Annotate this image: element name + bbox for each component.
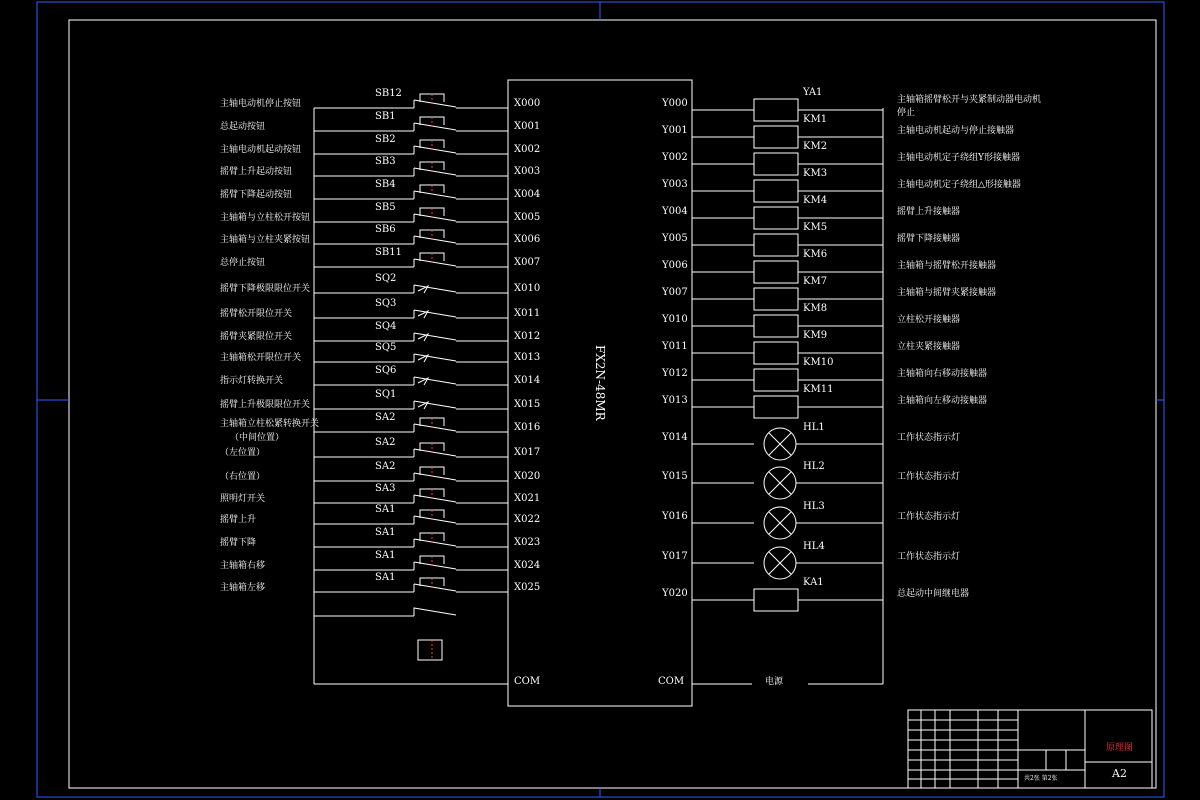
output-row bbox=[661, 276, 996, 310]
input-description: 摇臂下降 bbox=[220, 538, 257, 548]
input-row bbox=[220, 572, 540, 593]
input-description: 摇臂下降起动按钮 bbox=[220, 190, 293, 200]
output-terminal-label: Y003 bbox=[662, 179, 688, 190]
output-description: 主轴箱与摇臂松开接触器 bbox=[897, 261, 997, 271]
input-device-tag: SQ1 bbox=[375, 389, 397, 400]
input-terminal-label: X015 bbox=[514, 399, 541, 410]
input-terminal-label: X022 bbox=[514, 514, 541, 525]
input-description: 主轴电动机停止按钮 bbox=[220, 99, 302, 109]
output-device-tag: KM8 bbox=[803, 303, 828, 314]
input-row bbox=[220, 365, 540, 386]
input-row bbox=[220, 179, 540, 200]
input-description: 摇臂上升起动按钮 bbox=[220, 167, 293, 177]
input-description: 总停止按钮 bbox=[220, 258, 266, 268]
input-row bbox=[220, 202, 540, 223]
output-row bbox=[661, 114, 1014, 148]
output-terminal-label: Y013 bbox=[662, 395, 688, 406]
output-description: 工作状态指示灯 bbox=[897, 552, 961, 562]
output-row bbox=[661, 168, 1021, 202]
output-description: 摇臂上升接触器 bbox=[897, 207, 961, 217]
output-row bbox=[661, 501, 960, 539]
output-device-tag: KM9 bbox=[803, 330, 828, 341]
input-row bbox=[220, 247, 540, 268]
output-description: 主轴箱摇臂松开与夹紧制动器电动机 bbox=[897, 95, 1042, 105]
input-terminal-label: X010 bbox=[514, 283, 541, 294]
input-description: 主轴箱松开限位开关 bbox=[220, 353, 302, 363]
output-description-line2: 停止 bbox=[897, 108, 916, 118]
input-row bbox=[220, 504, 540, 525]
output-device-tag: KA1 bbox=[803, 577, 824, 588]
input-terminal-label: X003 bbox=[514, 166, 541, 177]
output-description: 工作状态指示灯 bbox=[897, 472, 961, 482]
output-device-tag: KM4 bbox=[803, 195, 828, 206]
input-device-tag: SQ6 bbox=[375, 365, 397, 376]
input-device-tag: SA1 bbox=[375, 527, 396, 538]
input-terminal-label: X005 bbox=[514, 212, 541, 223]
output-description: 工作状态指示灯 bbox=[897, 433, 961, 443]
input-device-tag: SA1 bbox=[375, 504, 396, 515]
output-terminal-label: Y005 bbox=[662, 233, 688, 244]
output-terminal-label: Y004 bbox=[662, 206, 688, 217]
input-description: 主轴箱立柱松紧转换开关 bbox=[220, 419, 320, 429]
output-description: 主轴电动机起动与停止接触器 bbox=[897, 126, 1015, 136]
input-terminal-label: X013 bbox=[514, 352, 541, 363]
output-row bbox=[661, 461, 960, 499]
output-row bbox=[661, 384, 987, 418]
input-row bbox=[220, 321, 540, 342]
input-description: 摇臂夹紧限位开关 bbox=[220, 332, 293, 342]
plc-model-label: FX2N-48MR bbox=[593, 345, 607, 421]
input-description: 主轴箱左移 bbox=[220, 583, 266, 593]
input-description: 摇臂下降极限限位开关 bbox=[220, 284, 311, 294]
output-description: 立柱夹紧接触器 bbox=[897, 342, 961, 352]
output-terminal-label: Y006 bbox=[662, 260, 688, 271]
output-device-tag: HL1 bbox=[803, 422, 825, 433]
input-terminal-label: X012 bbox=[514, 331, 541, 342]
input-description: 指示灯转换开关 bbox=[220, 376, 284, 386]
input-device-tag: SB1 bbox=[375, 111, 396, 122]
coil-icon bbox=[754, 207, 798, 229]
output-device-tag: KM1 bbox=[803, 114, 828, 125]
sheet-size: A2 bbox=[1112, 767, 1127, 780]
coil-icon bbox=[754, 288, 798, 310]
output-description: 主轴电动机定子绕组Y形接触器 bbox=[897, 153, 1020, 163]
input-terminal-label: X017 bbox=[514, 447, 541, 458]
input-description-line2: （中间位置） bbox=[230, 433, 285, 443]
input-terminal-label: X016 bbox=[514, 422, 541, 433]
limit-switch-actuator bbox=[418, 286, 428, 293]
output-com-label: COM bbox=[658, 676, 685, 687]
input-row bbox=[220, 273, 540, 294]
coil-icon bbox=[754, 369, 798, 391]
output-terminal-label: Y012 bbox=[662, 368, 688, 379]
input-device-tag: SA2 bbox=[375, 412, 396, 423]
sheet-info: 共2张 第2张 bbox=[1024, 775, 1058, 782]
input-device-tag: SA1 bbox=[375, 572, 396, 583]
limit-switch-actuator bbox=[418, 311, 428, 318]
input-description: 摇臂松开限位开关 bbox=[220, 309, 293, 319]
input-description: 主轴箱右移 bbox=[220, 561, 266, 571]
coil-icon bbox=[754, 261, 798, 283]
output-device-tag: HL2 bbox=[803, 461, 825, 472]
input-row bbox=[220, 461, 540, 482]
input-description: 主轴电动机起动按钮 bbox=[220, 145, 302, 155]
switch-contact bbox=[414, 285, 456, 292]
output-terminal-label: Y011 bbox=[662, 341, 688, 352]
output-row bbox=[661, 541, 960, 579]
output-description: 主轴箱向左移动接触器 bbox=[897, 396, 988, 406]
output-description: 立柱松开接触器 bbox=[897, 315, 961, 325]
input-description: 摇臂上升 bbox=[220, 515, 257, 525]
output-terminal-label: Y014 bbox=[662, 432, 688, 443]
input-device-tag: SQ5 bbox=[375, 342, 397, 353]
input-description: 摇臂上升极限限位开关 bbox=[220, 400, 311, 410]
input-row bbox=[220, 550, 540, 571]
input-device-tag: SB6 bbox=[375, 224, 396, 235]
output-device-tag: KM7 bbox=[803, 276, 828, 287]
output-description: 工作状态指示灯 bbox=[897, 512, 961, 522]
input-terminal-label: X020 bbox=[514, 471, 541, 482]
output-description: 主轴箱向右移动接触器 bbox=[897, 369, 988, 379]
input-row bbox=[220, 88, 540, 109]
limit-switch-actuator bbox=[418, 378, 428, 385]
limit-switch-actuator bbox=[418, 355, 428, 362]
input-row bbox=[220, 298, 540, 319]
coil-icon bbox=[754, 180, 798, 202]
input-device-tag: SQ2 bbox=[375, 273, 397, 284]
input-terminal-label: X001 bbox=[514, 121, 541, 132]
output-row bbox=[661, 249, 996, 283]
output-description: 摇臂下降接触器 bbox=[897, 234, 961, 244]
coil-icon bbox=[754, 315, 798, 337]
input-device-tag: SA3 bbox=[375, 483, 396, 494]
input-com-label: COM bbox=[514, 676, 541, 687]
input-terminal-label: X000 bbox=[514, 98, 541, 109]
output-row bbox=[661, 87, 1041, 121]
input-terminal-label: X025 bbox=[514, 582, 541, 593]
input-description: 总起动按钮 bbox=[220, 122, 266, 132]
input-terminal-label: X006 bbox=[514, 234, 541, 245]
input-row bbox=[220, 527, 540, 548]
power-label: 电源 bbox=[765, 677, 784, 687]
input-description: 主轴箱与立柱松开按钮 bbox=[220, 213, 311, 223]
output-row bbox=[661, 577, 969, 611]
input-device-tag: SQ3 bbox=[375, 298, 397, 309]
input-device-tag: SA2 bbox=[375, 437, 396, 448]
input-device-tag: SB12 bbox=[375, 88, 402, 99]
input-description: （左位置） bbox=[220, 448, 266, 458]
output-device-tag: KM11 bbox=[803, 384, 834, 395]
coil-icon bbox=[754, 153, 798, 175]
limit-switch-actuator bbox=[418, 334, 428, 341]
input-terminal-label: X021 bbox=[514, 493, 541, 504]
output-terminal-label: Y016 bbox=[662, 511, 688, 522]
coil-icon bbox=[754, 126, 798, 148]
output-terminal-label: Y007 bbox=[662, 287, 688, 298]
output-device-tag: YA1 bbox=[803, 87, 823, 98]
input-terminal-label: X007 bbox=[514, 257, 541, 268]
input-row bbox=[220, 389, 540, 410]
output-terminal-label: Y020 bbox=[662, 588, 688, 599]
input-terminal-label: X014 bbox=[514, 375, 541, 386]
coil-icon bbox=[754, 234, 798, 256]
input-terminal-label: X011 bbox=[514, 308, 541, 319]
output-terminal-label: Y015 bbox=[662, 471, 688, 482]
output-description: 主轴电动机定子绕组△形接触器 bbox=[897, 180, 1021, 190]
output-device-tag: KM2 bbox=[803, 141, 828, 152]
input-description: （右位置） bbox=[220, 472, 266, 482]
output-row bbox=[661, 422, 960, 460]
input-description: 照明灯开关 bbox=[220, 494, 266, 504]
output-terminal-label: Y010 bbox=[662, 314, 688, 325]
output-terminal-label: Y017 bbox=[662, 551, 688, 562]
coil-icon bbox=[754, 99, 798, 121]
output-device-tag: KM10 bbox=[803, 357, 834, 368]
output-description: 总起动中间继电器 bbox=[897, 589, 970, 599]
input-row bbox=[220, 224, 540, 245]
input-terminal-label: X023 bbox=[514, 537, 541, 548]
output-device-tag: HL4 bbox=[803, 541, 825, 552]
limit-switch-actuator bbox=[418, 402, 428, 409]
input-device-tag: SB5 bbox=[375, 202, 396, 213]
output-terminal-label: Y001 bbox=[662, 125, 688, 136]
input-row bbox=[220, 156, 540, 177]
input-description: 主轴箱与立柱夹紧按钮 bbox=[220, 235, 311, 245]
output-row bbox=[661, 141, 1020, 175]
input-row bbox=[220, 134, 540, 155]
input-device-tag: SB3 bbox=[375, 156, 396, 167]
input-device-tag: SB4 bbox=[375, 179, 396, 190]
output-terminal-label: Y000 bbox=[662, 98, 688, 109]
coil-icon bbox=[754, 396, 798, 418]
switch-contact bbox=[414, 310, 456, 317]
switch-contact bbox=[414, 401, 456, 408]
input-device-tag: SB11 bbox=[375, 247, 402, 258]
output-device-tag: KM5 bbox=[803, 222, 828, 233]
switch-contact bbox=[414, 354, 456, 361]
switch-contact bbox=[414, 333, 456, 340]
input-row bbox=[220, 483, 540, 504]
output-description: 主轴箱与摇臂夹紧接触器 bbox=[897, 288, 997, 298]
coil-icon bbox=[754, 342, 798, 364]
input-terminal-label: X002 bbox=[514, 144, 541, 155]
input-device-tag: SA1 bbox=[375, 550, 396, 561]
title-block bbox=[908, 710, 1152, 788]
input-terminal-label: X004 bbox=[514, 189, 541, 200]
output-terminal-label: Y002 bbox=[662, 152, 688, 163]
output-device-tag: HL3 bbox=[803, 501, 825, 512]
input-row bbox=[220, 111, 540, 132]
output-device-tag: KM3 bbox=[803, 168, 828, 179]
switch-contact bbox=[414, 377, 456, 384]
input-terminal-label: X024 bbox=[514, 560, 541, 571]
coil-icon bbox=[754, 589, 798, 611]
input-row bbox=[220, 342, 540, 363]
input-device-tag: SB2 bbox=[375, 134, 396, 145]
input-device-tag: SA2 bbox=[375, 461, 396, 472]
title-red-text: 原理图 bbox=[1106, 743, 1134, 753]
input-device-tag: SQ4 bbox=[375, 321, 397, 332]
output-device-tag: KM6 bbox=[803, 249, 828, 260]
